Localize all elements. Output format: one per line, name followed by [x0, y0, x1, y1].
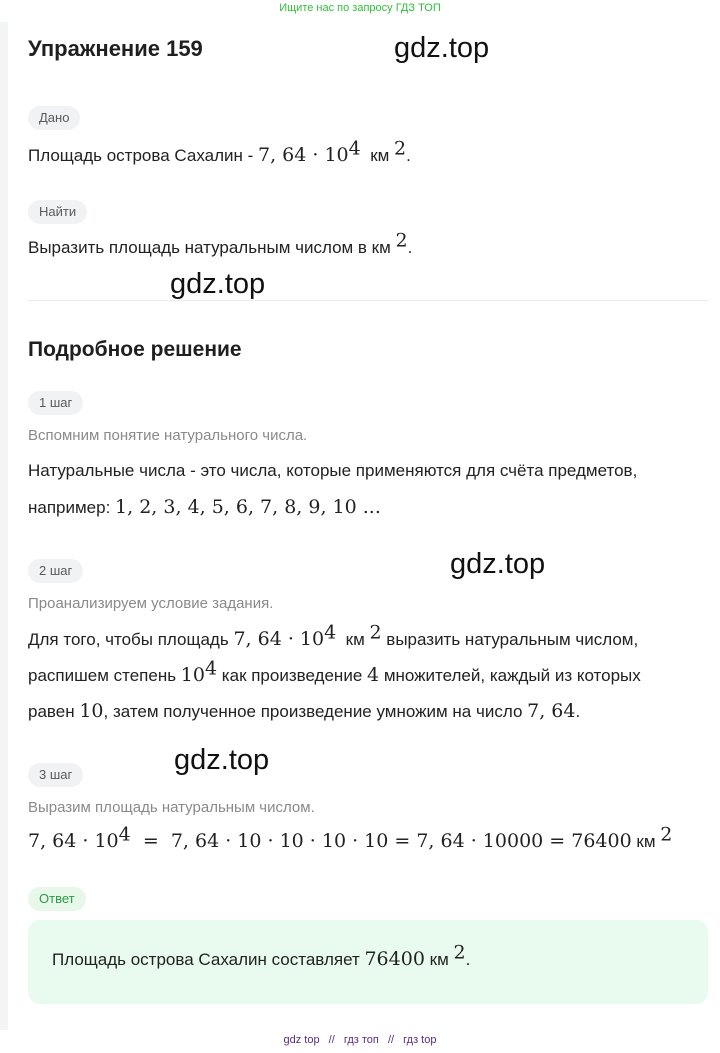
- answer-box: [28, 920, 708, 1004]
- footer-links: [0, 1034, 720, 1046]
- footer-link[interactable]: гдз топ: [343, 1034, 379, 1046]
- find-text: Выразить площадь натуральным числом в км $^2$.: [28, 229, 413, 257]
- footer-link[interactable]: gdz top: [283, 1034, 320, 1046]
- footer-separator: //: [387, 1034, 395, 1046]
- divider: [28, 300, 708, 301]
- top-banner[interactable]: Ищите нас по запросу ГДЗ ТОП: [279, 2, 441, 14]
- watermark: gdz.top: [394, 32, 490, 64]
- step3-hint: Выразим площадь натуральным числом.: [28, 799, 315, 816]
- step2-line3: равен 10, затем полученное произведение умножим на число 7, 64.: [28, 700, 581, 722]
- step1-hint: Вспомним понятие натурального числа.: [28, 427, 308, 444]
- step1-badge: 1 шаг: [28, 391, 83, 415]
- exercise-title: Упражнение 159: [28, 36, 203, 61]
- watermark: gdz.top: [170, 268, 266, 300]
- step2-hint: Проанализируем условие задания.: [28, 595, 274, 612]
- answer-badge: Ответ: [28, 887, 86, 911]
- step2-badge: 2 шаг: [28, 559, 83, 583]
- left-rule: [0, 22, 8, 1030]
- step2-line2: распишем степень $10^4$ как произведение 4 множителей, каждый из которых: [28, 657, 641, 686]
- find-badge: Найти: [28, 200, 87, 224]
- step3-equation: 7, $64 \cdot 10^4 = 7$, 64 · 10 · 10 · 10 · 10 = 7, 64 · 10000 = 76400 км $^2$: [28, 823, 673, 852]
- footer-link[interactable]: гдз top: [403, 1034, 437, 1046]
- given-badge: Дано: [28, 106, 80, 130]
- step1-line1: Натуральные числа - это числа, которые применяются для счёта предметов,: [28, 461, 638, 480]
- footer-separator: //: [328, 1034, 335, 1046]
- answer-text: Площадь острова Сахалин составляет 76400 км $^2$.: [52, 941, 471, 970]
- watermark: gdz.top: [174, 744, 270, 776]
- step2-line1: Для того, чтобы площадь 7, $64 \cdot 10^4$ км $^2$ выразить натуральным числом,: [28, 621, 639, 650]
- given-text: Площадь острова Сахалин - 7, $64 \cdot 10^4$ км $^2$.: [28, 137, 411, 166]
- watermark: gdz.top: [450, 548, 546, 580]
- solution-title: Подробное решение: [28, 338, 242, 361]
- step3-badge: 3 шаг: [28, 763, 83, 787]
- step1-line2: например: 1, 2, 3, 4, 5, 6, 7, 8, 9, 10 ...: [28, 496, 381, 518]
